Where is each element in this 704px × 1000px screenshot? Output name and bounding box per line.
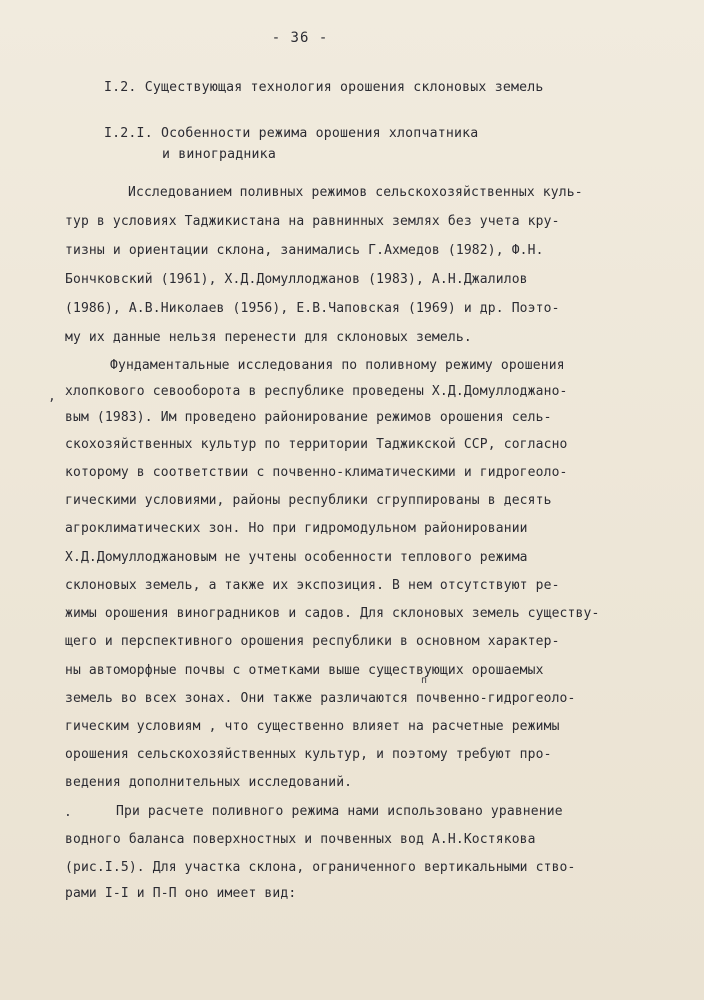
paragraph-3-line-4: рами I-I и П-П оно имеет вид:: [65, 886, 297, 901]
paragraph-2-line-10: жимы орошения виноградников и садов. Для склоновых земель существу-: [65, 606, 600, 621]
paragraph-2-line-16: ведения дополнительных исследований.: [65, 775, 353, 790]
paragraph-2-line-4: скохозяйственных культур по территории Таджикской ССР, согласно: [65, 437, 568, 452]
paragraph-1-line-4: Бончковский (1961), Х.Д.Домуллоджанов (1983), А.Н.Джалилов: [65, 272, 528, 287]
paragraph-3-line-2: водного баланса поверхностных и почвенных вод А.Н.Костякова: [65, 832, 536, 847]
paragraph-2-line-5: которому в соответствии с почвенно-климатическими и гидрогеоло-: [65, 465, 568, 480]
paragraph-1-line-5: (1986), А.В.Николаев (1956), Е.В.Чаповская (1969) и др. Поэто-: [65, 301, 560, 316]
paragraph-1-line-1: Исследованием поливных режимов сельскохозяйственных куль-: [128, 185, 583, 200]
section-heading: I.2. Существующая технология орошения склоновых земель: [104, 80, 544, 95]
paragraph-2-line-9: склоновых земель, а также их экспозиция. В нем отсутствуют ре-: [65, 578, 560, 593]
paragraph-2-line-11: щего и перспективного орошения республики в основном характер-: [65, 634, 560, 649]
paragraph-2-line-2: хлопкового севооборота в республике проведены Х.Д.Домуллоджано-: [65, 384, 568, 399]
paragraph-2-line-7: агроклиматических зон. Но при гидромодульном районировании: [65, 521, 528, 536]
paragraph-3-line-1: При расчете поливного режима нами использовано уравнение: [116, 804, 563, 819]
subsection-heading-line-1: I.2.I. Особенности режима орошения хлопчатника: [104, 126, 479, 141]
paragraph-2-line-15: орошения сельскохозяйственных культур, и поэтому требуют про-: [65, 747, 552, 762]
subsection-heading-line-2: и виноградника: [162, 147, 276, 162]
paragraph-2-line-14: гическим условиям , что существенно влияет на расчетные режимы: [65, 719, 560, 734]
paragraph-1-line-3: тизны и ориентации склона, занимались Г.Ахмедов (1982), Ф.Н.: [65, 243, 544, 258]
margin-tick-mark: ,: [48, 389, 56, 404]
paragraph-2-line-13: земель во всех зонах. Они также различаются почвенно-гидрогеоло-: [65, 691, 576, 706]
subsection-heading: [104, 123, 478, 165]
paragraph-2-line-1: Фундаментальные исследования по поливному режиму орошения: [110, 358, 565, 373]
paragraph-3-line-3: (рис.I.5). Для участка склона, ограниченного вертикальными ство-: [65, 860, 576, 875]
paragraph-2-line-12: ны автоморфные почвы с отметками выше существующих орошаемых: [65, 663, 544, 678]
paragraph-1-line-6: му их данные нельзя перенести для склоновых земель.: [65, 330, 472, 345]
paragraph-2-line-3: вым (1983). Им проведено районирование режимов орошения сель-: [65, 410, 552, 425]
paragraph-2-line-8: Х.Д.Домуллоджановым не учтены особенности теплового режима: [65, 550, 528, 565]
inserted-letter: п: [421, 675, 428, 686]
margin-dot-mark: .: [64, 805, 72, 820]
paragraph-2-line-6: гическими условиями, районы республики сгруппированы в десять: [65, 493, 552, 508]
paragraph-1-line-2: тур в условиях Таджикистана на равнинных землях без учета кру-: [65, 214, 560, 229]
page-number: - 36 -: [271, 30, 329, 46]
